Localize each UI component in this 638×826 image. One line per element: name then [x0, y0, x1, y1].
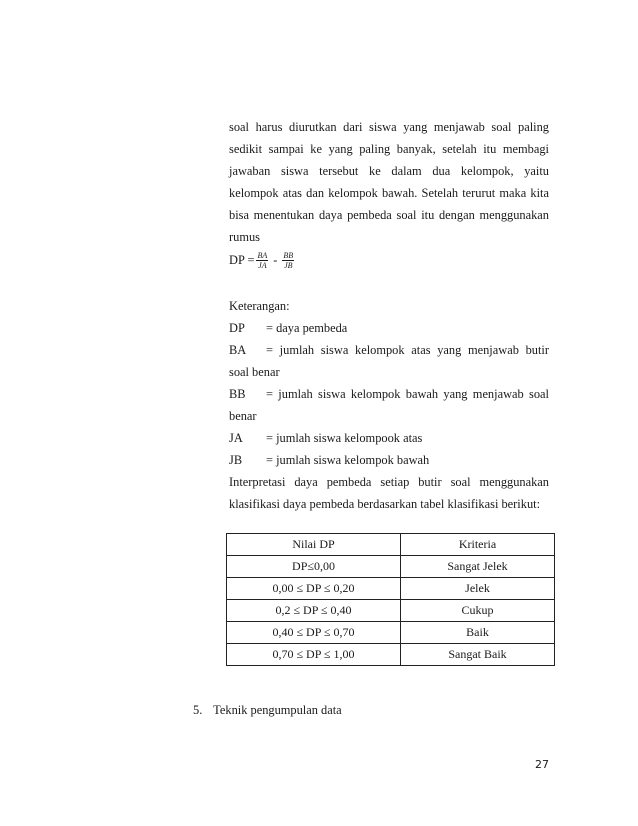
definition-abbr: BB — [229, 387, 246, 401]
table-header-row — [227, 534, 555, 556]
table-cell-kriteria: Sangat Baik — [401, 644, 555, 666]
definition-continuation — [229, 361, 549, 383]
definition-ja — [229, 427, 549, 449]
table-header-nilai: Nilai DP — [227, 534, 401, 556]
definition-jb — [229, 449, 549, 471]
fraction-numerator: BA — [257, 250, 268, 260]
fraction-denominator: JB — [284, 260, 293, 270]
interpretasi-paragraph — [229, 471, 549, 515]
definition-desc: = jumlah siswa kelompok atas yang menjawab butir — [266, 343, 549, 357]
section-title: Teknik pengumpulan data — [213, 703, 342, 717]
dp-formula — [229, 247, 296, 273]
fraction-numerator: BB — [283, 250, 294, 260]
table-row — [227, 644, 555, 666]
table-cell-kriteria: Sangat Jelek — [401, 556, 555, 578]
definition-abbr: JA — [229, 431, 243, 445]
table-row — [227, 556, 555, 578]
paragraph-line: bisa menentukan daya pembeda soal itu dengan menggunakan — [229, 208, 549, 222]
definitions-list — [229, 295, 549, 471]
page-number: 27 — [535, 758, 549, 771]
table-cell-nilai: 0,70 ≤ DP ≤ 1,00 — [227, 644, 401, 666]
table-cell-nilai: 0,40 ≤ DP ≤ 0,70 — [227, 622, 401, 644]
fraction-bb-jb — [282, 251, 294, 270]
paragraph-line: rumus — [229, 230, 260, 244]
keterangan-heading — [229, 295, 549, 317]
paragraph-line: jawaban siswa tersebut ke dalam dua kelompok, yaitu — [229, 164, 549, 178]
table-cell-kriteria: Jelek — [401, 578, 555, 600]
table-cell-kriteria: Cukup — [401, 600, 555, 622]
classification-table — [226, 533, 555, 666]
paragraph-line: sedikit sampai ke yang paling banyak, setelah itu membagi — [229, 142, 549, 156]
formula-lhs: DP = — [229, 252, 255, 267]
table-cell-nilai: 0,2 ≤ DP ≤ 0,40 — [227, 600, 401, 622]
definition-abbr: BA — [229, 343, 247, 357]
definition-abbr: JB — [229, 453, 243, 467]
table-header-kriteria: Kriteria — [401, 534, 555, 556]
paragraph-line: soal harus diurutkan dari siswa yang menjawab soal paling — [229, 120, 549, 134]
definition-desc-cont: soal benar — [229, 365, 280, 379]
definition-ba — [229, 339, 549, 361]
definition-dp — [229, 317, 549, 339]
paragraph-line: klasifikasi daya pembeda berdasarkan tabel klasifikasi berikut: — [229, 497, 541, 511]
definition-desc: = jumlah siswa kelompook atas — [266, 431, 423, 445]
table-row — [227, 578, 555, 600]
keterangan-title: Keterangan: — [229, 299, 290, 313]
definition-desc: = jumlah siswa kelompok bawah yang menjawab soal — [266, 387, 549, 401]
definition-continuation — [229, 405, 549, 427]
definition-desc-cont: benar — [229, 409, 257, 423]
table-cell-nilai: 0,00 ≤ DP ≤ 0,20 — [227, 578, 401, 600]
fraction-ba-ja — [256, 251, 268, 270]
section-number: 5. — [193, 703, 203, 717]
section-heading — [193, 703, 342, 718]
definition-desc: = daya pembeda — [266, 321, 348, 335]
definition-bb — [229, 383, 549, 405]
definition-desc: = jumlah siswa kelompok bawah — [266, 453, 430, 467]
table-row — [227, 600, 555, 622]
paragraph-line: kelompok atas dan kelompok bawah. Setelah terurut maka kita — [229, 186, 549, 200]
definition-abbr: DP — [229, 321, 245, 335]
table-cell-nilai: DP≤0,00 — [227, 556, 401, 578]
table-row — [227, 622, 555, 644]
intro-paragraph — [229, 116, 549, 248]
formula-operator: - — [273, 252, 278, 267]
fraction-denominator: JA — [258, 260, 267, 270]
paragraph-line: Interpretasi daya pembeda setiap butir soal menggunakan — [229, 475, 549, 489]
table-cell-kriteria: Baik — [401, 622, 555, 644]
